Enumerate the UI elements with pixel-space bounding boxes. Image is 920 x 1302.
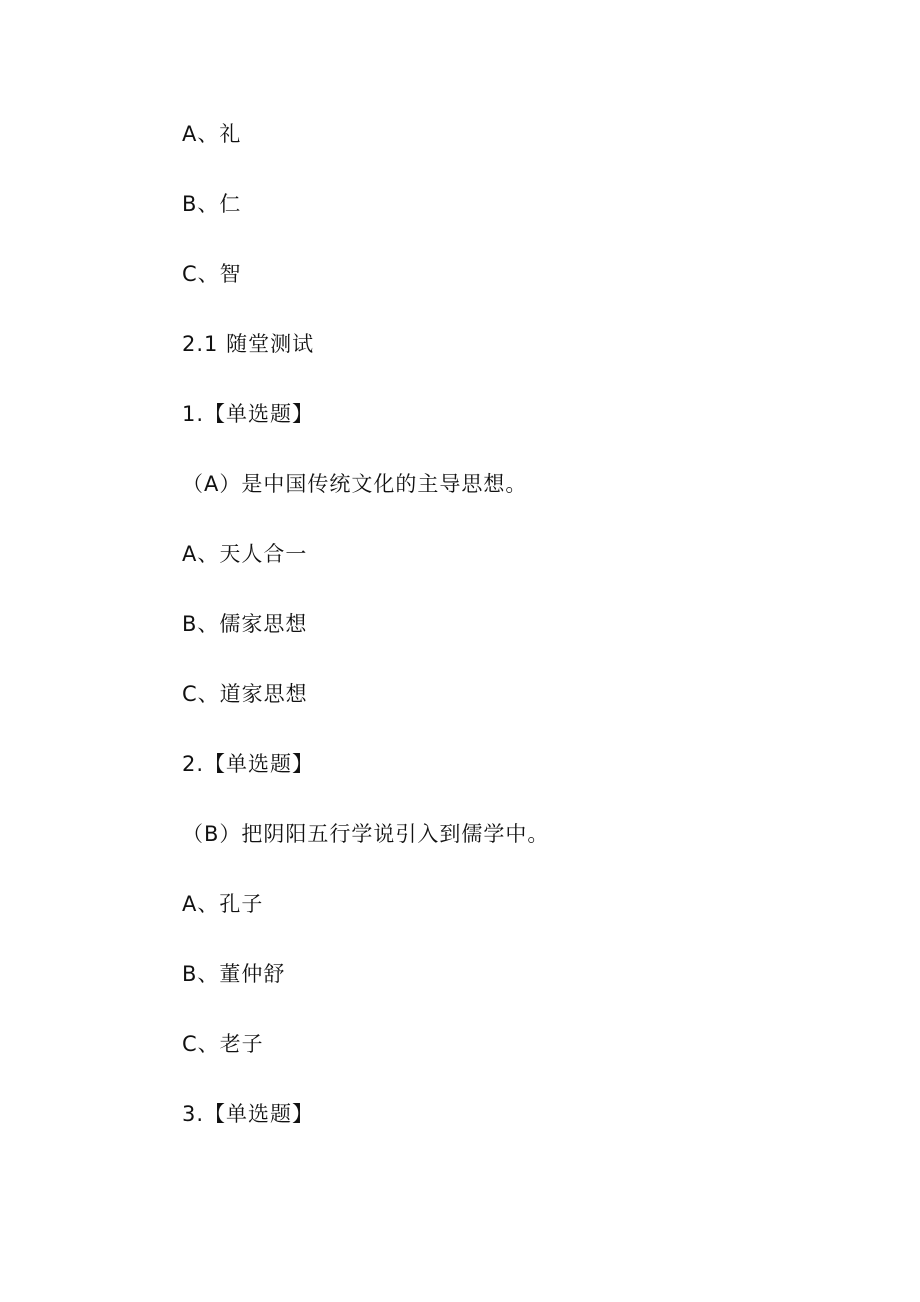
question-2-label: 2.【单选题】 bbox=[182, 752, 315, 776]
question-2-option-c: C、老子 bbox=[182, 1032, 264, 1056]
option-c-line: C、智 bbox=[182, 262, 242, 286]
option-a-line: A、礼 bbox=[182, 122, 242, 146]
option-b-line: B、仁 bbox=[182, 192, 242, 216]
question-1-option-c: C、道家思想 bbox=[182, 682, 308, 706]
question-1-option-a: A、天人合一 bbox=[182, 542, 308, 566]
question-3-label: 3.【单选题】 bbox=[182, 1102, 315, 1126]
question-1-text: （A）是中国传统文化的主导思想。 bbox=[182, 472, 528, 496]
section-heading: 2.1 随堂测试 bbox=[182, 332, 315, 356]
question-1-option-b: B、儒家思想 bbox=[182, 612, 308, 636]
question-1-label: 1.【单选题】 bbox=[182, 402, 315, 426]
question-2-option-b: B、董仲舒 bbox=[182, 962, 286, 986]
question-2-text: （B）把阴阳五行学说引入到儒学中。 bbox=[182, 822, 550, 846]
question-2-option-a: A、孔子 bbox=[182, 892, 264, 916]
